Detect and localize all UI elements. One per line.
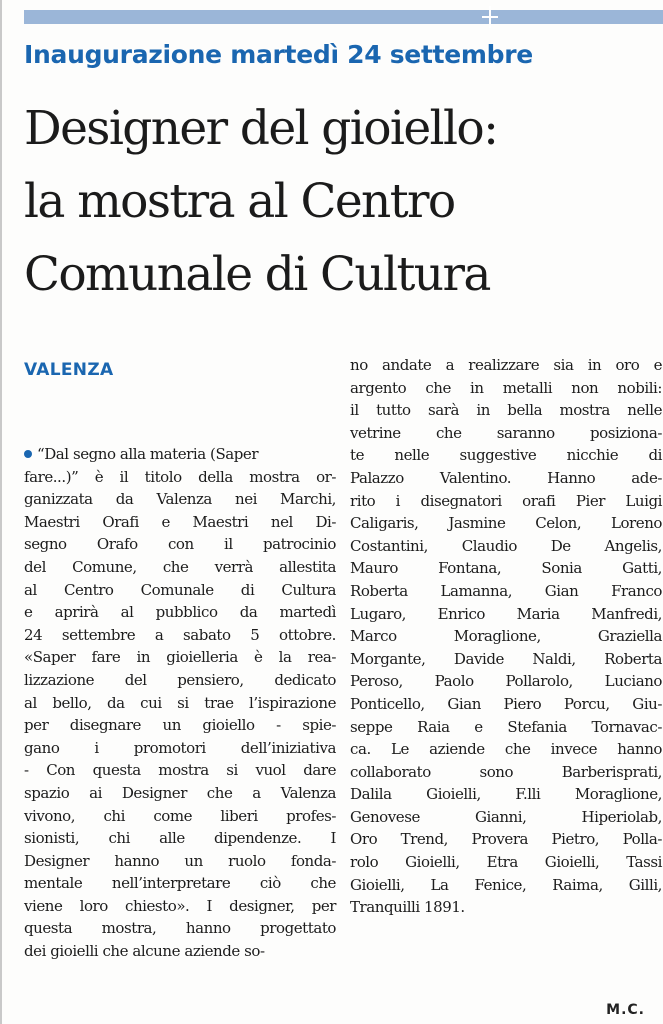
body-line: Palazzo Valentino. Hanno ade- [350, 468, 662, 487]
body-line: Dalila Gioielli, F.lli Moraglione, [350, 785, 662, 804]
headline-line: Designer del gioiello: [24, 101, 498, 156]
body-line: - Con questa mostra si vuol dare [24, 761, 336, 780]
body-column-left [24, 443, 336, 963]
body-line: vivono, chi come liberi profes- [24, 806, 336, 825]
headline-line: Comunale di Cultura [24, 247, 490, 302]
body-line: segno Orafo con il patrocinio [24, 535, 336, 554]
body-line: Maestri Orafi e Maestri nel Di- [24, 512, 336, 531]
body-line: mentale nell’interpretare ciò che [24, 874, 336, 893]
body-line: spazio ai Designer che a Valenza [24, 783, 336, 802]
body-line [24, 443, 336, 466]
body-column-right [350, 354, 662, 919]
body-line: Tranquilli 1891. [350, 898, 465, 917]
article-headline [24, 92, 660, 311]
author-signature: M.C. [606, 1002, 645, 1018]
body-line: no andate a realizzare sia in oro e [350, 356, 662, 374]
body-line: rolo Gioielli, Etra Gioielli, Tassi [350, 853, 662, 872]
body-line: Marco Moraglione, Graziella [350, 627, 662, 646]
body-line: Roberta Lamanna, Gian Franco [350, 581, 662, 600]
body-line: fare...)” è il titolo della mostra or- [24, 467, 336, 486]
bullet-dot-icon [24, 450, 32, 458]
body-line: 24 settembre a sabato 5 ottobre. [24, 625, 336, 644]
body-line: Mauro Fontana, Sonia Gatti, [350, 559, 662, 578]
article-dateline: VALENZA [24, 360, 114, 380]
body-line: Peroso, Paolo Pollarolo, Luciano [350, 672, 662, 691]
body-line: rito i disegnatori orafi Pier Luigi [350, 491, 662, 510]
body-line: Caligaris, Jasmine Celon, Loreno [350, 514, 662, 533]
body-line: seppe Raia e Stefania Tornavac- [350, 717, 662, 736]
body-line: gano i promotori dell’iniziativa [24, 738, 336, 757]
body-line: vetrine che saranno posiziona- [350, 423, 662, 442]
body-line: e aprirà al pubblico da martedì [24, 603, 336, 622]
body-line: per disegnare un gioiello - spie- [24, 716, 336, 735]
body-line: Morgante, Davide Naldi, Roberta [350, 649, 662, 668]
body-line: argento che in metalli non nobili: [350, 378, 662, 397]
body-line: al Centro Comunale di Cultura [24, 580, 336, 599]
body-line: Ponticello, Gian Piero Porcu, Giu- [350, 694, 662, 713]
body-line: Genovese Gianni, Hiperiolab, [350, 807, 662, 826]
body-line: ca. Le aziende che invece hanno [350, 740, 662, 759]
body-line: Designer hanno un ruolo fonda- [24, 851, 336, 870]
body-line: del Comune, che verrà allestita [24, 557, 336, 576]
body-line: al bello, da cui si trae l’ispirazione [24, 693, 336, 712]
body-line-text: “Dal segno alla materia (Saper [37, 445, 259, 463]
body-line: te nelle suggestive nicchie di [350, 446, 662, 465]
body-line: questa mostra, hanno progettato [24, 919, 336, 938]
body-line: sionisti, chi alle dipendenze. I [24, 829, 336, 848]
column-divider [0, 0, 2, 1024]
body-line: Oro Trend, Provera Pietro, Polla- [350, 830, 662, 849]
article-kicker: Inaugurazione martedì 24 settembre [24, 40, 533, 69]
registration-mark-icon [482, 6, 498, 28]
body-line: Gioielli, La Fenice, Raima, Gilli, [350, 875, 662, 894]
headline-line: la mostra al Centro [24, 174, 455, 229]
body-line: Lugaro, Enrico Maria Manfredi, [350, 604, 662, 623]
section-color-band [24, 10, 663, 24]
body-line: collaborato sono Barberisprati, [350, 762, 662, 781]
body-line: «Saper fare in gioielleria è la rea- [24, 648, 336, 667]
body-line: viene loro chiesto». I designer, per [24, 896, 336, 915]
body-line: Costantini, Claudio De Angelis, [350, 536, 662, 555]
body-line: dei gioielli che alcune aziende so- [24, 942, 265, 961]
body-line: il tutto sarà in bella mostra nelle [350, 401, 662, 420]
body-line: lizzazione del pensiero, dedicato [24, 670, 336, 689]
body-line: ganizzata da Valenza nei Marchi, [24, 490, 336, 509]
